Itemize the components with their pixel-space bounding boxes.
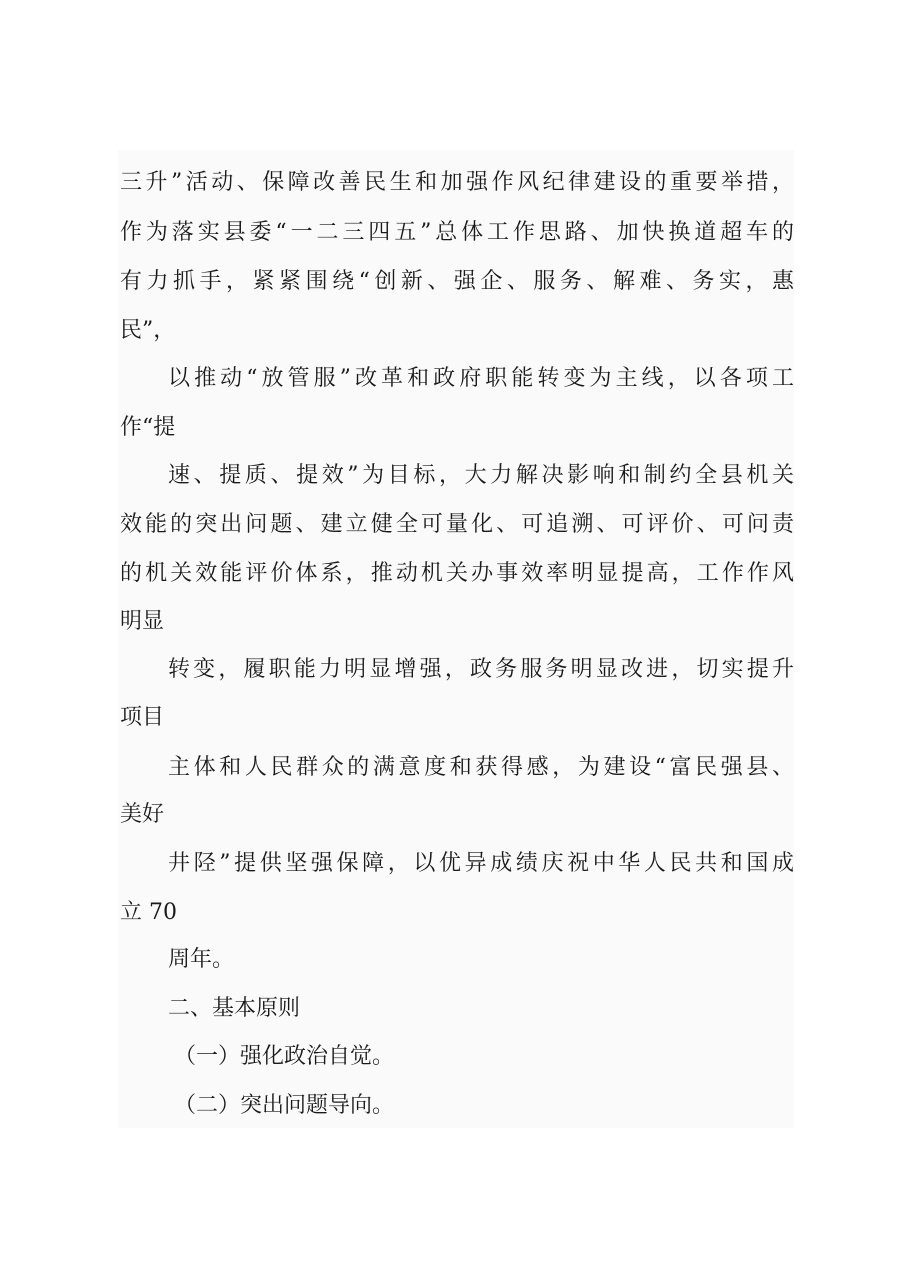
subsection-heading: （一）强化政治自觉。 [174,1044,395,1069]
body-text-line: 有力抓手，紧紧围绕“创新、强企、服务、解难、务实，惠 [120,269,794,294]
body-text-line: 作“提 [120,415,176,440]
body-text-line: 民”， [120,318,176,343]
body-text-line: 主体和人民群众的满意度和获得感，为建设“富民强县、 [168,755,794,780]
body-text-line: 效能的突出问题、建立健全可量化、可追溯、可评价、可问责 [120,512,794,537]
body-text-line: 立 70 [120,900,177,925]
body-text-line: 速、提质、提效”为目标，大力解决影响和制约全县机关 [168,463,794,488]
body-text-line: 项目 [120,705,165,730]
body-text-line: 的机关效能评价体系，推动机关办事效率明显提高，工作作风 [120,561,794,586]
text-area-background [118,150,794,1128]
body-text-line: 周年。 [168,947,235,972]
body-text-line: 作为落实县委“一二三四五”总体工作思路、加快换道超车的 [120,220,794,245]
body-text-line: 以推动“放管服”改革和政府职能转变为主线，以各项工 [168,366,794,391]
subsection-heading: （二）突出问题导向。 [174,1093,395,1118]
body-text-line: 明显 [120,609,165,634]
body-text-line: 美好 [120,802,165,827]
body-text-line: 转变，履职能力明显增强，政务服务明显改进，切实提升 [168,657,794,682]
body-text-line: 井陉”提供坚强保障，以优异成绩庆祝中华人民共和国成 [168,851,794,876]
body-text-line: 三升”活动、保障改善民生和加强作风纪律建设的重要举措， [120,170,794,195]
section-heading: 二、基本原则 [168,996,301,1021]
